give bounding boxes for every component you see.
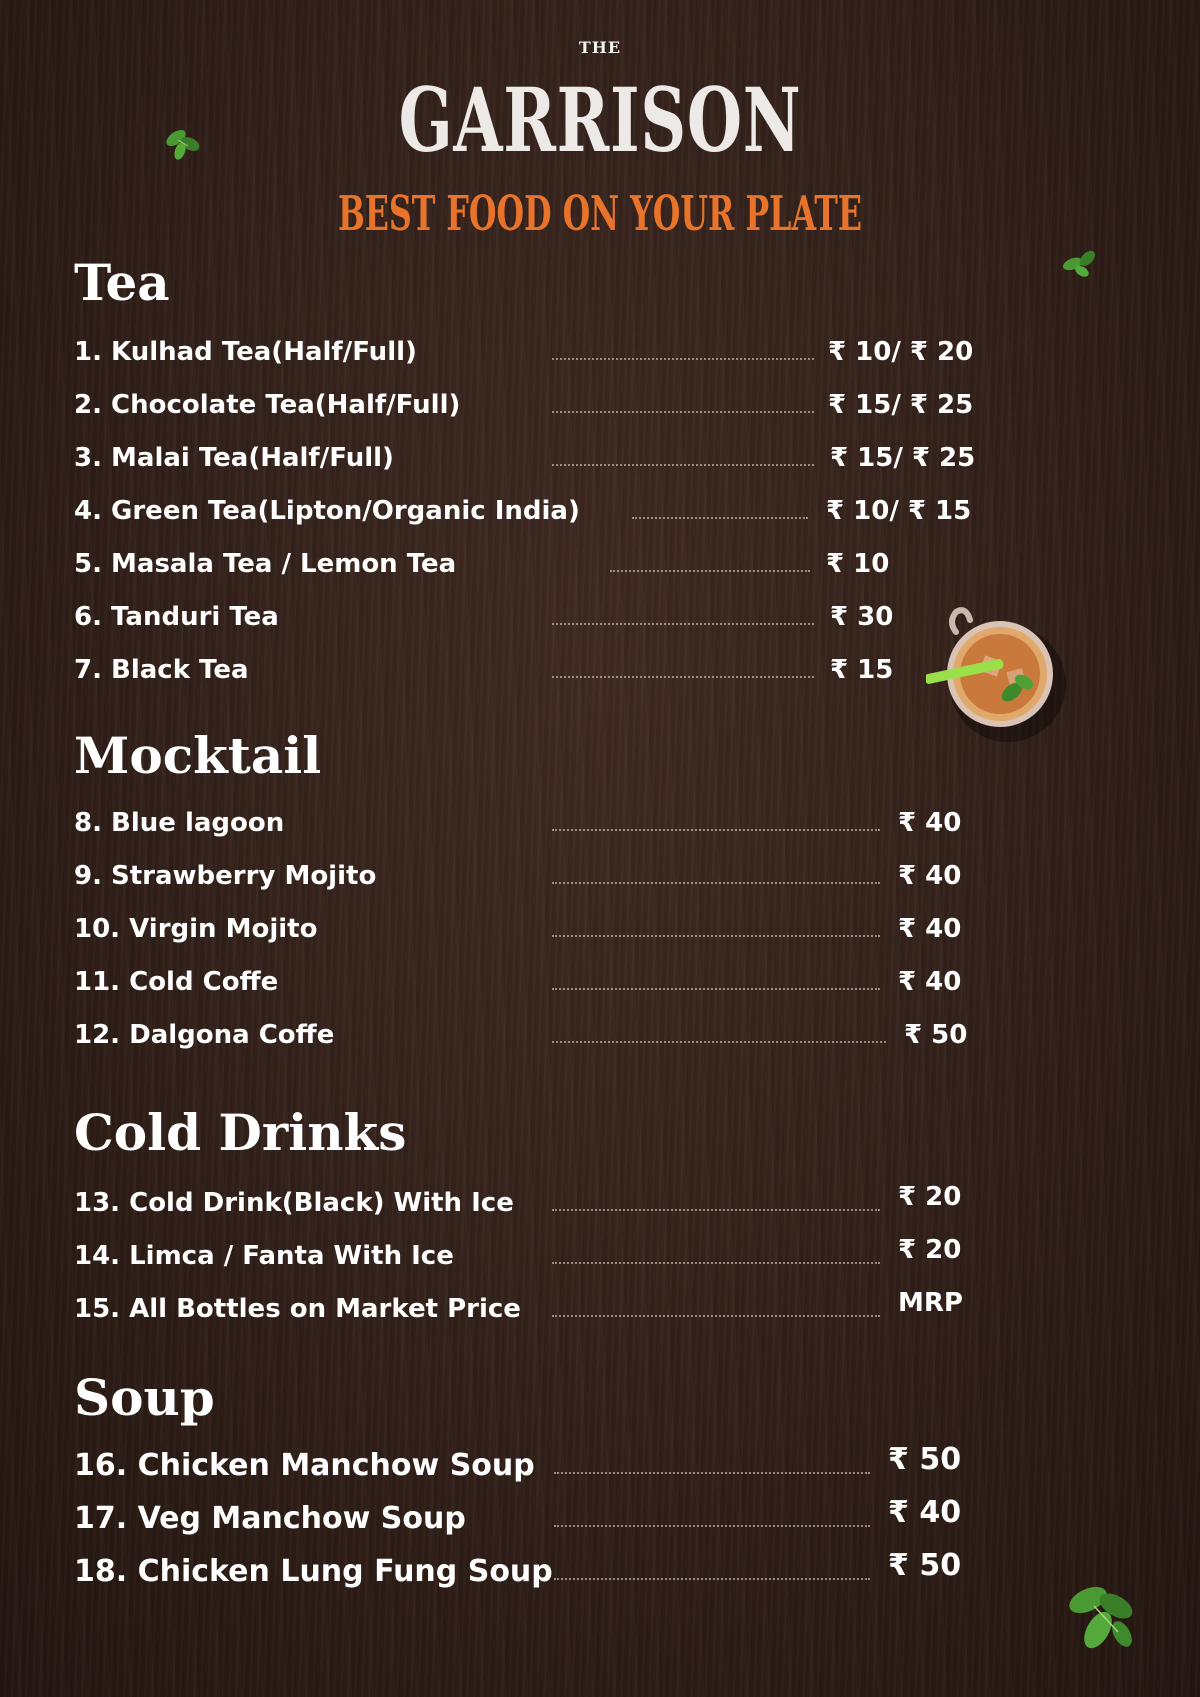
menu-item bbox=[0, 1015, 1200, 1055]
menu-item bbox=[0, 438, 1200, 478]
item-price: ₹ 10/ ₹ 15 bbox=[826, 496, 972, 526]
menu-item bbox=[0, 332, 1200, 372]
item-price: ₹ 50 bbox=[888, 1548, 962, 1583]
item-price: ₹ 15 bbox=[830, 655, 894, 685]
item-price: MRP bbox=[898, 1288, 963, 1318]
item-name: 11. Cold Coffe bbox=[74, 967, 279, 997]
dot-leader bbox=[552, 676, 814, 678]
menu-item bbox=[0, 1548, 1200, 1592]
item-price: ₹ 50 bbox=[888, 1442, 962, 1477]
item-name: 4. Green Tea(Lipton/Organic India) bbox=[74, 496, 580, 526]
basil-leaf-icon bbox=[1058, 240, 1104, 286]
section-title-soup: Soup bbox=[74, 1368, 215, 1427]
dot-leader bbox=[554, 1472, 870, 1474]
item-name: 13. Cold Drink(Black) With Ice bbox=[74, 1188, 514, 1218]
menu-item bbox=[0, 491, 1200, 531]
dot-leader bbox=[552, 1041, 886, 1043]
menu-item bbox=[0, 385, 1200, 425]
item-price: ₹ 10 bbox=[826, 549, 890, 579]
item-price: ₹ 20 bbox=[898, 1235, 962, 1265]
dot-leader bbox=[552, 358, 814, 360]
item-name: 12. Dalgona Coffe bbox=[74, 1020, 335, 1050]
item-price: ₹ 40 bbox=[898, 861, 962, 891]
dot-leader bbox=[552, 1209, 880, 1211]
item-name: 1. Kulhad Tea(Half/Full) bbox=[74, 337, 417, 367]
item-name: 5. Masala Tea / Lemon Tea bbox=[74, 549, 457, 579]
item-price: ₹ 50 bbox=[904, 1020, 968, 1050]
brand-the: THE bbox=[578, 38, 622, 57]
menu-item bbox=[0, 803, 1200, 843]
dot-leader bbox=[552, 464, 814, 466]
section-title-mocktail: Mocktail bbox=[74, 726, 322, 785]
dot-leader bbox=[554, 1578, 870, 1580]
item-price: ₹ 10/ ₹ 20 bbox=[828, 337, 974, 367]
dot-leader bbox=[552, 1315, 880, 1317]
basil-leaf-icon bbox=[1058, 1572, 1148, 1662]
dot-leader bbox=[552, 988, 880, 990]
menu-item bbox=[0, 1183, 1200, 1223]
dot-leader bbox=[552, 1262, 880, 1264]
dot-leader bbox=[552, 411, 814, 413]
menu-item bbox=[0, 1495, 1200, 1539]
item-name: 17. Veg Manchow Soup bbox=[74, 1501, 466, 1536]
item-price: ₹ 40 bbox=[888, 1495, 962, 1530]
item-name: 8. Blue lagoon bbox=[74, 808, 285, 838]
section-title-cold-drinks: Cold Drinks bbox=[74, 1103, 407, 1162]
menu-item bbox=[0, 856, 1200, 896]
item-name: 3. Malai Tea(Half/Full) bbox=[74, 443, 394, 473]
item-name: 9. Strawberry Mojito bbox=[74, 861, 377, 891]
dot-leader bbox=[552, 623, 814, 625]
item-price: ₹ 40 bbox=[898, 914, 962, 944]
item-price: ₹ 15/ ₹ 25 bbox=[828, 390, 974, 420]
item-name: 14. Limca / Fanta With Ice bbox=[74, 1241, 454, 1271]
dot-leader bbox=[632, 517, 808, 519]
menu-item bbox=[0, 909, 1200, 949]
tagline: BEST FOOD ON YOUR PLATE bbox=[337, 186, 863, 242]
dot-leader bbox=[552, 935, 880, 937]
item-name: 6. Tanduri Tea bbox=[74, 602, 279, 632]
item-price: ₹ 30 bbox=[830, 602, 894, 632]
basil-leaf-icon bbox=[158, 118, 208, 168]
menu-item bbox=[0, 1289, 1200, 1329]
item-name: 10. Virgin Mojito bbox=[74, 914, 318, 944]
dot-leader bbox=[610, 570, 810, 572]
menu-item bbox=[0, 544, 1200, 584]
menu-item bbox=[0, 1236, 1200, 1276]
item-name: 7. Black Tea bbox=[74, 655, 249, 685]
item-name: 16. Chicken Manchow Soup bbox=[74, 1448, 535, 1483]
dot-leader bbox=[552, 882, 880, 884]
menu-item bbox=[0, 1442, 1200, 1486]
item-name: 15. All Bottles on Market Price bbox=[74, 1294, 521, 1324]
item-price: ₹ 20 bbox=[898, 1182, 962, 1212]
dot-leader bbox=[552, 829, 880, 831]
item-price: ₹ 40 bbox=[898, 967, 962, 997]
item-name: 2. Chocolate Tea(Half/Full) bbox=[74, 390, 461, 420]
menu-item bbox=[0, 962, 1200, 1002]
item-price: ₹ 15/ ₹ 25 bbox=[830, 443, 976, 473]
item-name: 18. Chicken Lung Fung Soup bbox=[74, 1554, 553, 1589]
brand-name: GARRISON bbox=[398, 68, 802, 172]
iced-tea-jar-icon bbox=[926, 602, 1076, 752]
section-title-tea: Tea bbox=[74, 253, 170, 312]
item-price: ₹ 40 bbox=[898, 808, 962, 838]
dot-leader bbox=[554, 1525, 870, 1527]
